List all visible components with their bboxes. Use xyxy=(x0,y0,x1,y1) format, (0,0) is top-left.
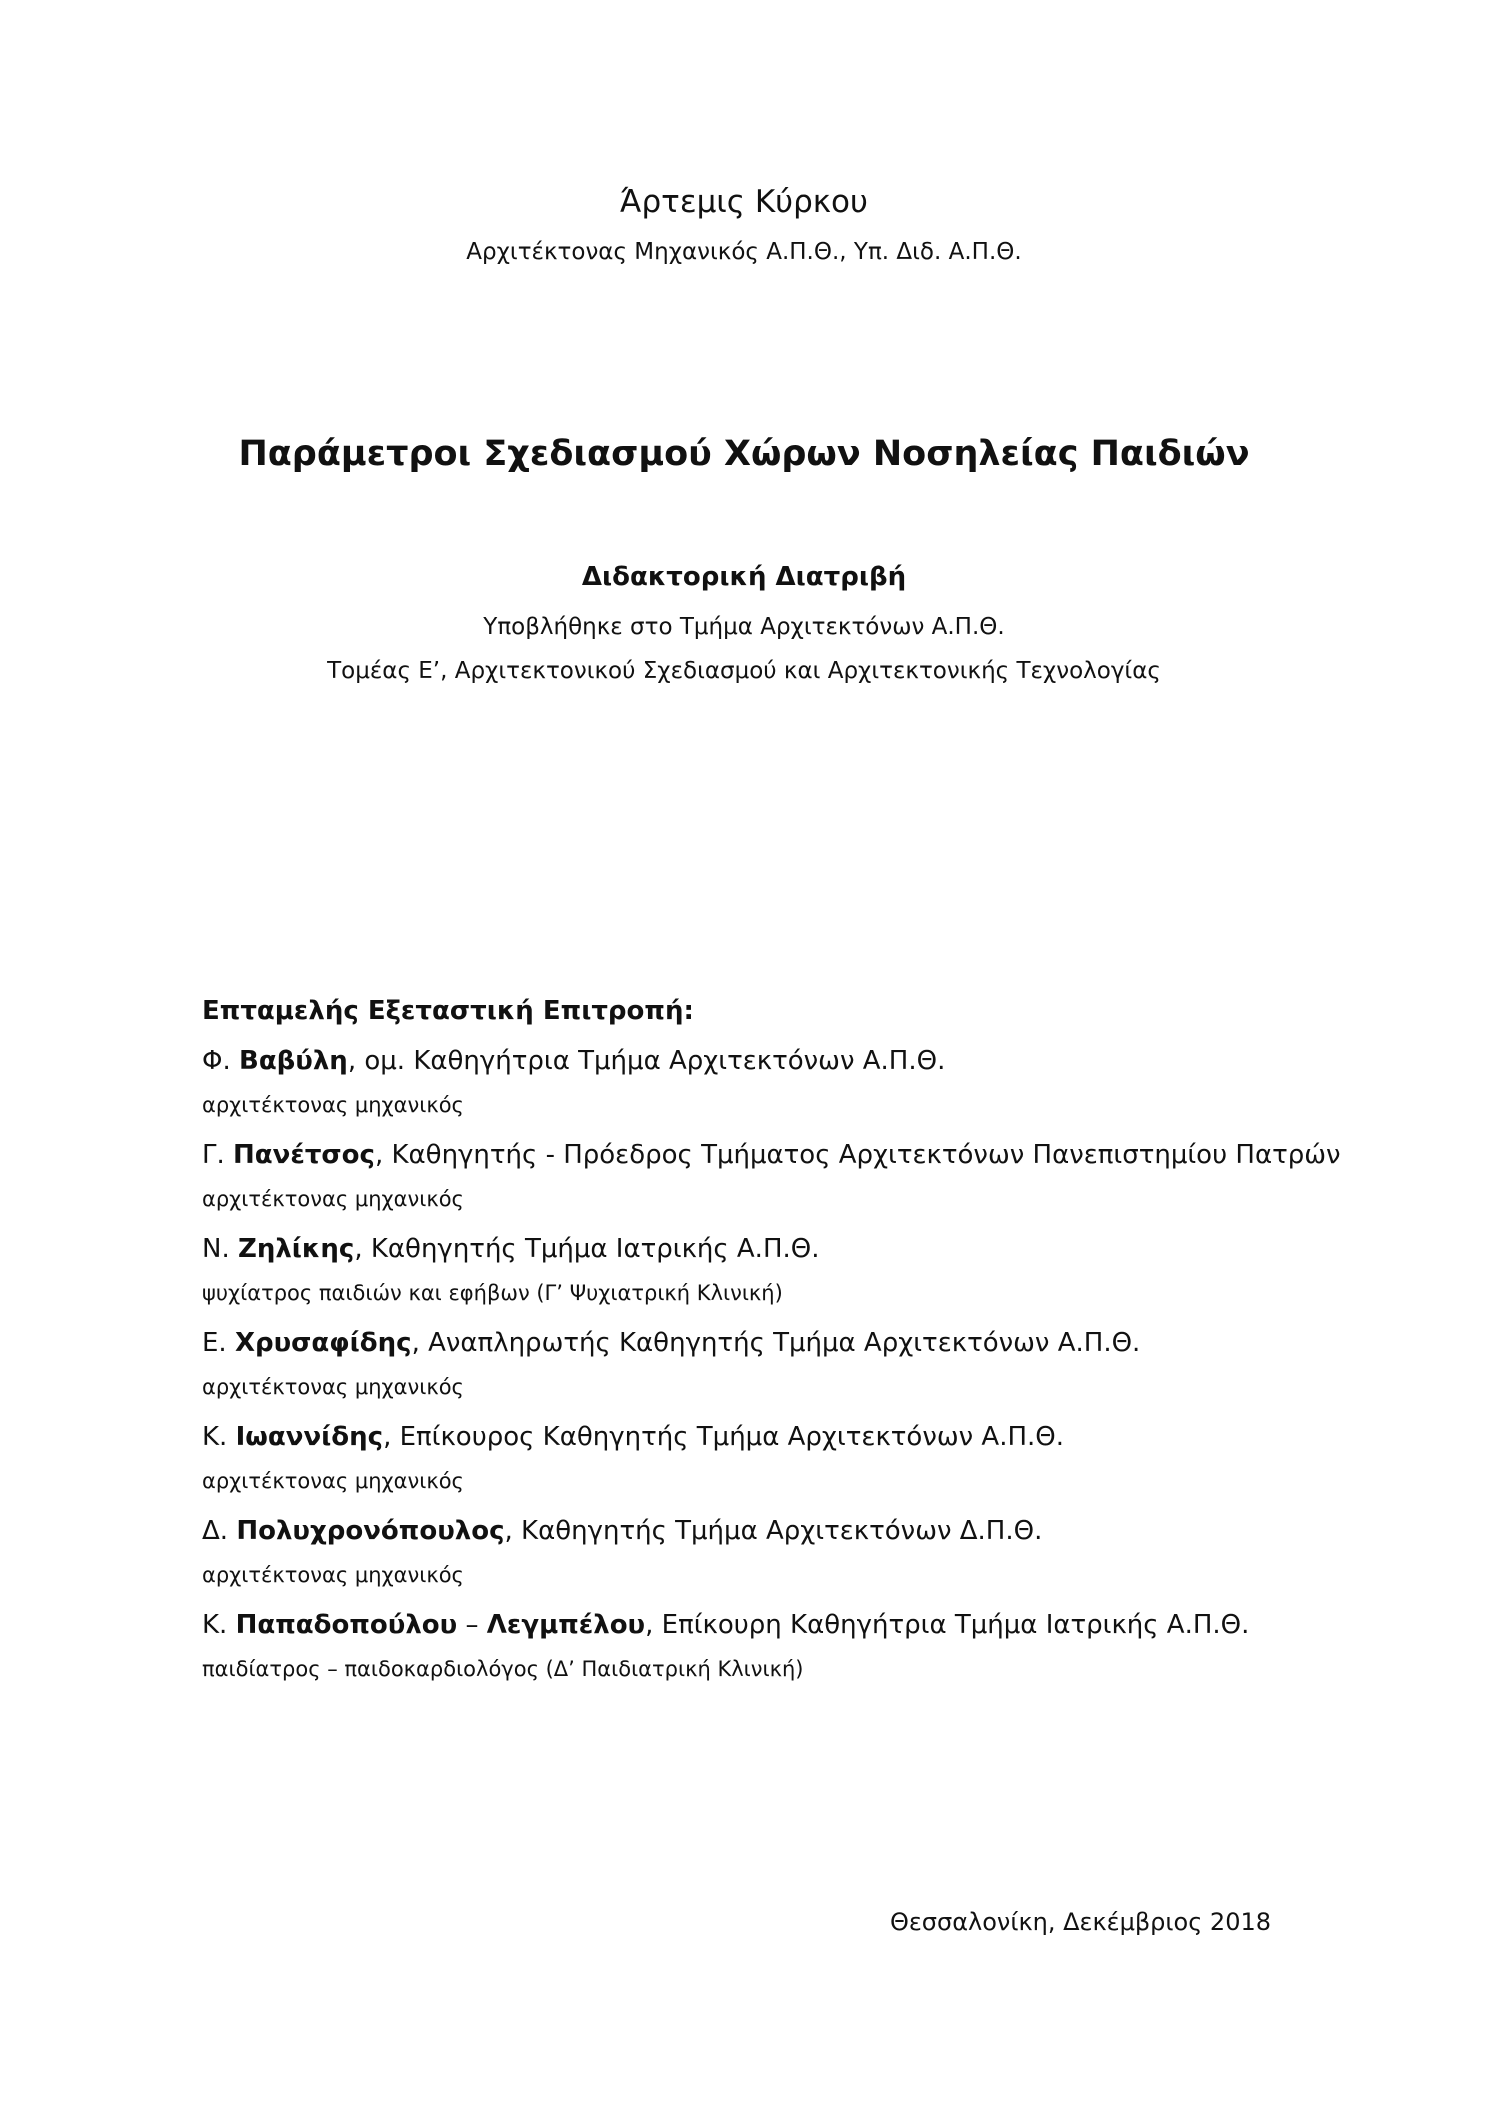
member-initial: Φ. xyxy=(202,1046,239,1076)
member-name-second: Λεγμπέλου xyxy=(486,1610,646,1640)
thesis-sector: Τομέας Ε’, Αρχιτεκτονικού Σχεδιασμού και Αρχιτεκτονικής Τεχνολογίας xyxy=(327,658,1161,684)
member-position: , Επίκουρη Καθηγήτρια Τμήμα Ιατρικής Α.Π.Θ. xyxy=(645,1610,1250,1640)
member-name: Ζηλίκης xyxy=(237,1234,355,1264)
committee-member xyxy=(202,1326,1382,1360)
committee-member xyxy=(202,1420,1382,1454)
member-name: Παπαδοπούλου xyxy=(235,1610,458,1640)
member-initial: Ε. xyxy=(202,1328,235,1358)
member-name: Ιωαννίδης xyxy=(235,1422,384,1452)
member-name: Πολυχρονόπουλος xyxy=(236,1516,505,1546)
committee-member xyxy=(202,1138,1382,1172)
member-profession: αρχιτέκτονας μηχανικός xyxy=(202,1187,464,1211)
committee-member xyxy=(202,1514,1382,1548)
committee-section xyxy=(202,994,1382,1702)
thesis-type: Διδακτορική Διατριβή xyxy=(581,562,907,592)
member-initial: Γ. xyxy=(202,1140,234,1170)
committee-members-list xyxy=(202,1044,1382,1684)
document-title: Παράμετροι Σχεδιασμού Χώρων Νοσηλείας Παιδιών xyxy=(238,434,1250,474)
member-profession: ψυχίατρος παιδιών και εφήβων (Γ’ Ψυχιατρική Κλινική) xyxy=(202,1281,783,1305)
author-credentials: Αρχιτέκτονας Μηχανικός Α.Π.Θ., Υπ. Διδ. Α.Π.Θ. xyxy=(466,239,1022,265)
member-profession: παιδίατρος – παιδοκαρδιολόγος (Δ’ Παιδιατρική Κλινική) xyxy=(202,1657,804,1681)
author-name: Άρτεμις Κύρκου xyxy=(620,184,868,220)
member-initial: Δ. xyxy=(202,1516,237,1546)
member-profession: αρχιτέκτονας μηχανικός xyxy=(202,1375,464,1399)
member-position: , Καθηγητής Τμήμα Αρχιτεκτόνων Δ.Π.Θ. xyxy=(504,1516,1043,1546)
member-profession: αρχιτέκτονας μηχανικός xyxy=(202,1093,464,1117)
member-initial: Κ. xyxy=(202,1610,236,1640)
member-initial: Ν. xyxy=(202,1234,238,1264)
member-name: Πανέτσος xyxy=(233,1140,375,1170)
committee-heading: Επταμελής Εξεταστική Επιτροπή: xyxy=(202,996,694,1026)
committee-member xyxy=(202,1232,1382,1266)
member-position: , Αναπληρωτής Καθηγητής Τμήμα Αρχιτεκτόνων Α.Π.Θ. xyxy=(411,1328,1141,1358)
member-position: , Καθηγητής Τμήμα Ιατρικής Α.Π.Θ. xyxy=(354,1234,820,1264)
member-initial: Κ. xyxy=(202,1422,236,1452)
member-position: , Επίκουρος Καθηγητής Τμήμα Αρχιτεκτόνων Α.Π.Θ. xyxy=(383,1422,1065,1452)
member-profession: αρχιτέκτονας μηχανικός xyxy=(202,1563,464,1587)
member-name-separator: – xyxy=(457,1610,487,1640)
member-position: , Καθηγητής - Πρόεδρος Τμήματος Αρχιτεκτόνων Πανεπιστημίου Πατρών xyxy=(374,1140,1341,1170)
member-profession: αρχιτέκτονας μηχανικός xyxy=(202,1469,464,1493)
place-date: Θεσσαλονίκη, Δεκέμβριος 2018 xyxy=(889,1908,1271,1936)
member-name: Χρυσαφίδης xyxy=(234,1328,412,1358)
member-name: Βαβύλη xyxy=(239,1046,348,1076)
committee-member xyxy=(202,1044,1382,1078)
member-position: , ομ. Καθηγήτρια Τμήμα Αρχιτεκτόνων Α.Π.Θ. xyxy=(347,1046,946,1076)
committee-member xyxy=(202,1608,1382,1642)
thesis-submitted: Υποβλήθηκε στο Τμήμα Αρχιτεκτόνων Α.Π.Θ. xyxy=(483,614,1005,640)
